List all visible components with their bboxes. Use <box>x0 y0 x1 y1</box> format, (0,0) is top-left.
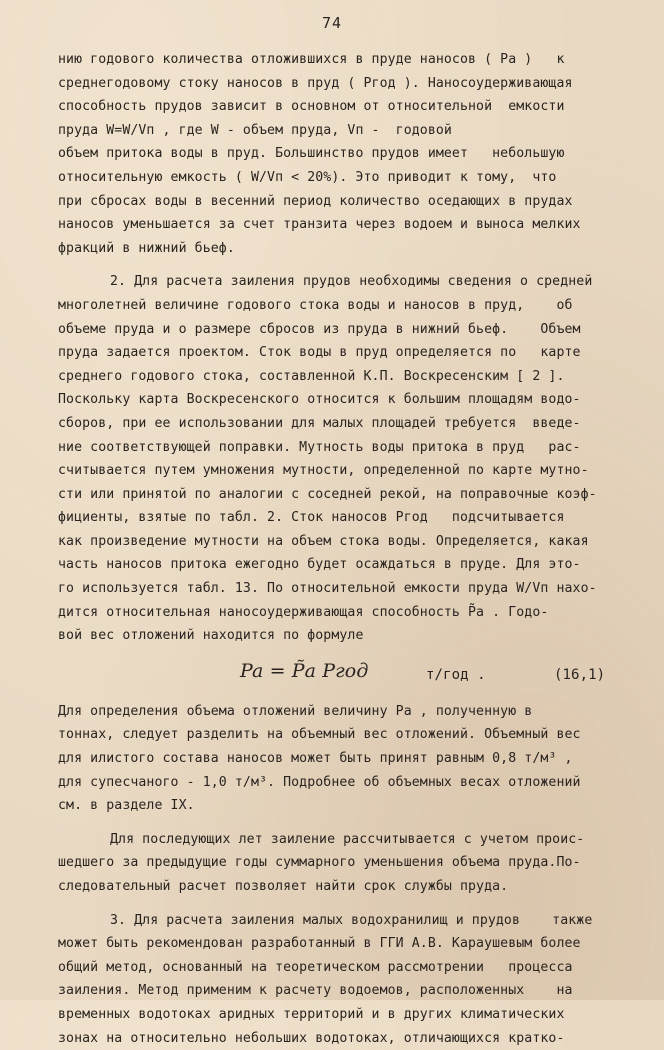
text-line: заиления. Метод применим к расчету водоемов, расположенных на <box>58 983 573 999</box>
text-line: объеме пруда и о размере сбросов из пруда в нижний бьеф. Объем <box>58 321 581 337</box>
text-line: для илистого состава наносов может быть принят равным 0,8 т/м³ , <box>58 751 573 767</box>
paragraph-5 <box>58 909 654 1050</box>
text-line: Для последующих лет заиление рассчитывается с учетом проис- <box>110 831 585 847</box>
paragraph-2 <box>58 270 654 648</box>
text-line: общий метод, основанный на теоретическом рассмотрении процесса <box>58 959 573 975</box>
text-line: сборов, при ее использовании для малых площадей требуется введе- <box>58 415 581 431</box>
text-line: как произведение мутности на объем стока воды. Определяется, какая <box>58 533 589 549</box>
text-line: при сбросах воды в весенний период количество оседающих в прудах <box>58 193 573 209</box>
paragraph-gap <box>58 818 654 828</box>
text-line: часть наносов притока ежегодно будет осаждаться в пруде. Для это- <box>58 557 581 573</box>
text-line: см. в разделе IX. <box>58 798 195 814</box>
text-line: для супесчаного - 1,0 т/м³. Подробнее об объемных весах отложений <box>58 774 581 790</box>
page-number: 74 <box>321 14 343 32</box>
text-line: пруда задается проектом. Сток воды в пруд определяется по карте <box>58 345 581 361</box>
text-line: Для определения объема отложений величину Pa , полученную в <box>58 703 533 719</box>
text-line: относительную емкость ( W/Vп < 20%). Это приводит к тому, что <box>58 169 557 185</box>
paragraph-3 <box>58 700 654 818</box>
text-line: объем притока воды в пруд. Большинство прудов имеет небольшую <box>58 146 565 162</box>
text-line: фракций в нижний бьеф. <box>58 240 235 256</box>
text-line: фициенты, взятые по табл. 2. Сток наносов Pгод подсчитывается <box>58 510 565 526</box>
paragraph-gap <box>58 899 654 909</box>
text-line: ние соответствующей поправки. Мутность воды притока в пруд рас- <box>58 439 581 455</box>
paragraph-4 <box>58 828 654 899</box>
text-line: пруда W=W/Vп , где W - объем пруда, Vп - годовой <box>58 122 452 138</box>
text-line: зонах на относительно небольших водотоках, отличающихся кратко- <box>58 1030 565 1046</box>
text-line: Поскольку карта Воскресенского относится к большим площадям водо- <box>58 392 581 408</box>
text-line: наносов уменьшается за счет транзита через водоем и выноса мелких <box>58 217 581 233</box>
formula-unit: т/год . <box>426 666 486 683</box>
text-line: может быть рекомендован разработанный в ГГИ А.В. Караушевым более <box>58 936 581 952</box>
text-line: среднегодовому стоку наносов в пруд ( Pгод ). Наносоудерживающая <box>58 75 573 91</box>
text-line: сти или принятой по аналогии с соседней рекой, на поправочные коэф- <box>58 486 597 502</box>
text-line: следовательный расчет позволяет найти срок службы пруда. <box>58 879 509 894</box>
formula-expression: Pa = P̃a Pгод <box>240 659 369 682</box>
text-line: го используется табл. 13. По относительной емкости пруда W/Vп нахо- <box>58 581 597 597</box>
formula-number: (16,1) <box>554 666 606 683</box>
text-line: шедшего за предыдущие годы суммарного уменьшения объема пруда.По- <box>58 855 581 871</box>
text-line: 3. Для расчета заиления малых водохранилищ и прудов также <box>110 912 593 928</box>
text-line: вой вес отложений находится по формуле <box>58 628 364 644</box>
body-text <box>58 48 654 1050</box>
text-line: способность прудов зависит в основном от относительной емкости <box>58 99 565 115</box>
text-line: временных водотоках аридных территорий и в других климатических <box>58 1006 565 1022</box>
paragraph-gap <box>58 260 654 270</box>
text-line: 2. Для расчета заиления прудов необходимы сведения о средней <box>110 274 593 290</box>
paragraph-1 <box>58 48 654 260</box>
formula-16-1 <box>58 652 654 700</box>
text-line: дится относительная наносоудерживающая способность P̃a . Годо- <box>58 604 549 620</box>
text-line: многолетней величине годового стока воды и наносов в пруд, об <box>58 297 573 313</box>
text-line: среднего годового стока, составленной К.П. Воскресенским [ 2 ]. <box>58 368 565 384</box>
text-line: тоннах, следует разделить на объемный вес отложений. Объемный вес <box>58 727 581 743</box>
text-line: нию годового количества отложившихся в пруде наносов ( Pa ) к <box>58 52 565 67</box>
text-line: считывается путем умножения мутности, определенной по карте мутно- <box>58 463 589 479</box>
